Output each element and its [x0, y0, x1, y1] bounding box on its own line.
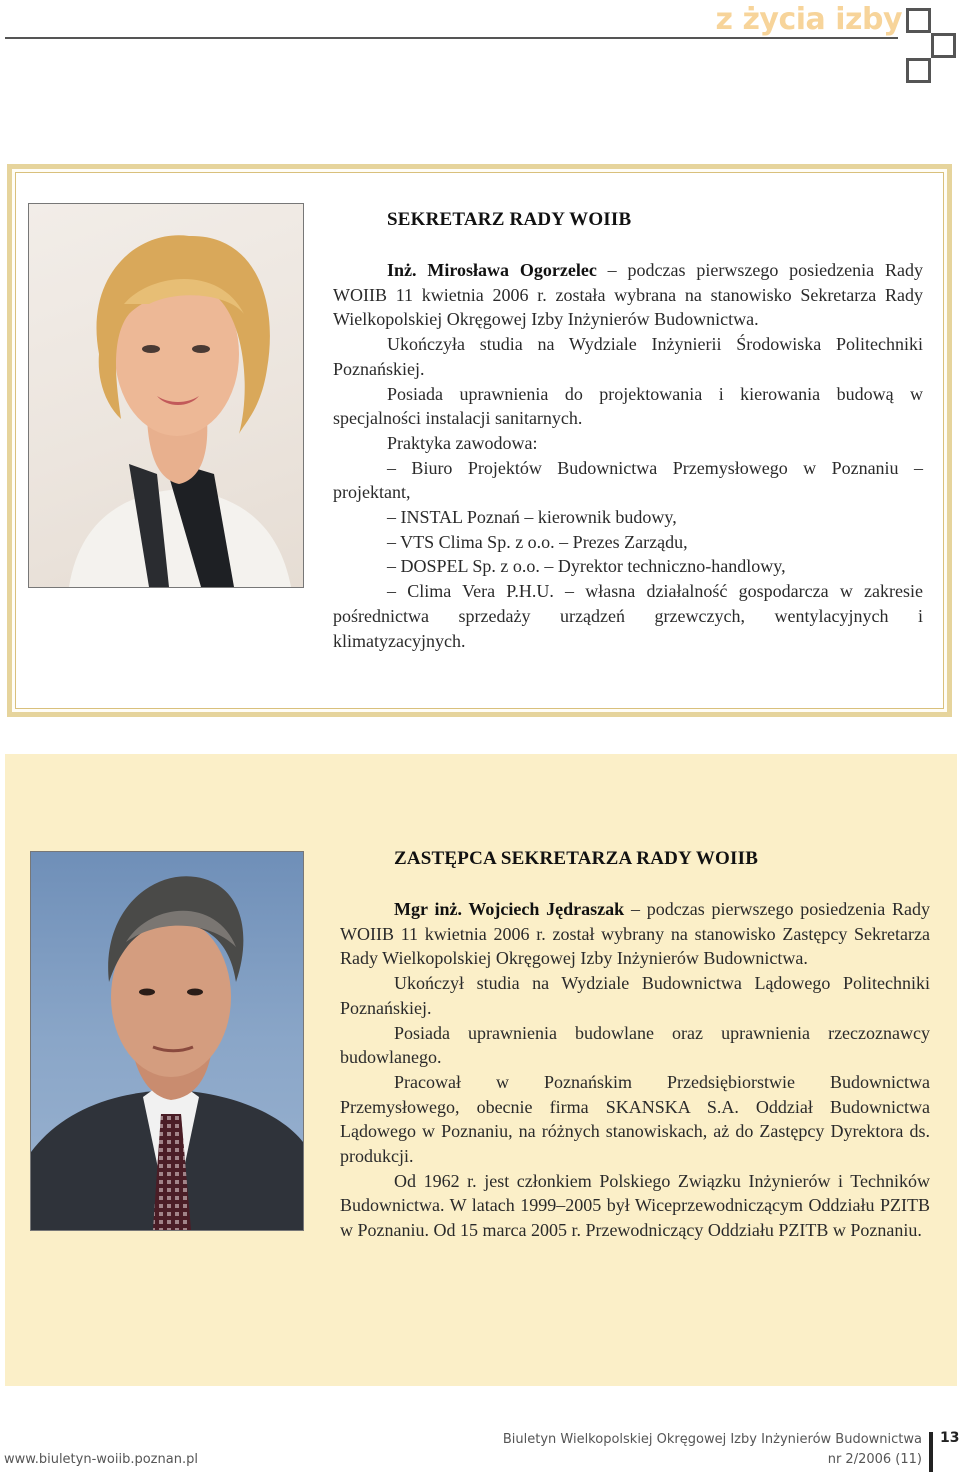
career-item: – VTS Clima Sp. z o.o. – Prezes Zarządu, [387, 531, 688, 552]
page-number: 13 [940, 1430, 960, 1446]
bio-intro-text: – podczas pierwszego posiedzenia Rady WOIIB 11 kwietnia 2006 r. została wybrana na stanowisko Sekretarza Rady Wielkopolskiej Okręgowej Izby Inżynierów Budownictwa. [333, 260, 923, 330]
section-title: z życia izby [715, 2, 902, 37]
person-name: Inż. Mirosława Ogorzelec [387, 260, 597, 280]
bio-paragraph: Ukończył studia na Wydziale Budownictwa Lądowego Politechniki Poznańskiej. [340, 973, 930, 1018]
person-name: Mgr inż. Wojciech Jędraszak [394, 899, 625, 919]
career-item: – INSTAL Poznań – kierownik budowy, [387, 507, 677, 528]
bio-paragraph: Pracował w Poznańskim Przedsiębiorstwie Budownictwa Przemysłowego, obecnie firma SKANSKA S.A. Oddział Budownictwa Lądowego w Poznaniu, na różnych stanowiskach, aż do Zastępcy Dyrektora ds. produkcji. [340, 1071, 930, 1167]
heading-deputy-secretary: ZASTĘPCA SEKRETARZA RADY WOIIB [394, 848, 759, 869]
header-rule [5, 37, 898, 39]
portrait-photo-deputy-secretary [30, 851, 304, 1231]
bio-intro-text: – podczas pierwszego posiedzenia Rady WOIIB 11 kwietnia 2006 r. został wybrany na stanowisko Zastępcy Sekretarza Rady Wielkopolskiej Okręgowej Izby Inżynierów Budownictwa. [340, 899, 930, 969]
footer-issue-number: nr 2/2006 (11) [827, 1452, 922, 1467]
bio-text-secretary [333, 258, 923, 653]
bio-paragraph: Od 1962 r. jest członkiem Polskiego Związku Inżynierów i Techników Budownictwa. W latach 1999–2005 był Wiceprzewodniczącym Oddziału PZITB w Poznaniu. Od 15 marca 2005 r. Przewodniczący Oddziału PZITB w Poznaniu. [340, 1170, 930, 1241]
footer-divider [929, 1432, 933, 1472]
bio-intro [340, 897, 930, 971]
heading-secretary: SEKRETARZ RADY WOIIB [387, 209, 632, 230]
bio-paragraph: Ukończyła studia na Wydziale Inżynierii Środowiska Politechniki Poznańskiej. [333, 334, 923, 379]
career-item: – Biuro Projektów Budownictwa Przemysłowego w Poznaniu – projektant, [333, 457, 923, 503]
bio-paragraph: Posiada uprawnienia do projektowania i kierowania budową w specjalności instalacji sanitarnych. [333, 383, 923, 429]
bio-intro [333, 258, 923, 332]
career-item: – Clima Vera P.H.U. – własna działalność gospodarcza w zakresie pośrednictwa sprzedaży urządzeń grzewczych, wentylacyjnych i klimatyzacyjnych. [333, 581, 923, 651]
career-item: – DOSPEL Sp. z o.o. – Dyrektor techniczno-handlowy, [387, 556, 786, 577]
portrait-photo-secretary [28, 203, 304, 588]
bio-paragraph: Praktyka zawodowa: [387, 432, 538, 453]
footer-publication-title: Biuletyn Wielkopolskiej Okręgowej Izby Inżynierów Budownictwa [502, 1432, 922, 1447]
bio-paragraph: Posiada uprawnienia budowlane oraz uprawnienia rzeczoznawcy budowlanego. [340, 1022, 930, 1068]
bio-text-deputy-secretary [340, 897, 930, 1243]
footer-website-link[interactable]: www.biuletyn-woiib.poznan.pl [4, 1452, 198, 1467]
